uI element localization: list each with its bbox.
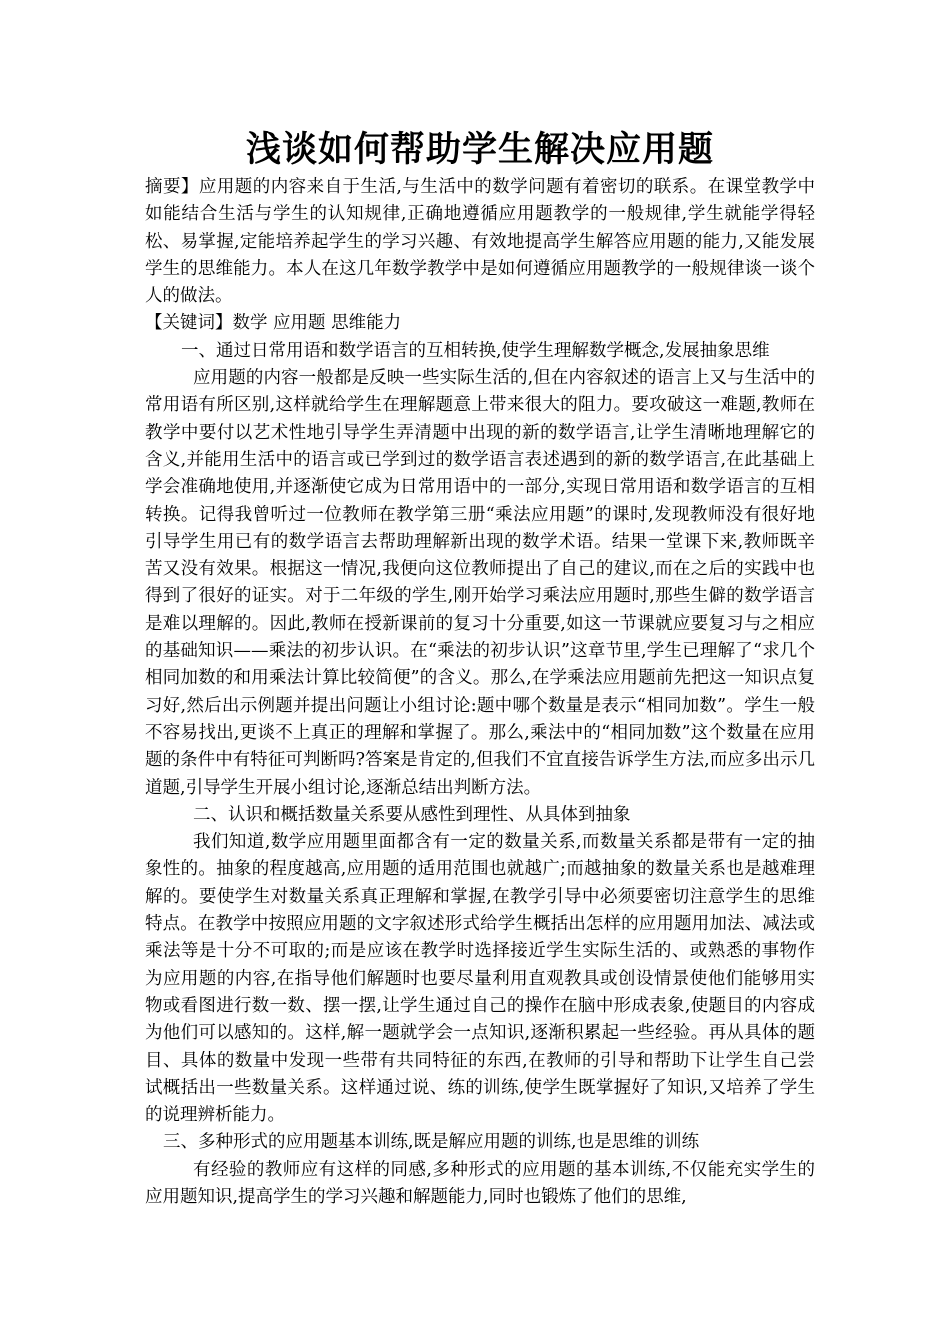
section3-heading: 三、多种形式的应用题基本训练,既是解应用题的训练,也是思维的训练 [163, 1132, 700, 1153]
abstract-paragraph: 摘要】应用题的内容来自于生活,与生活中的数学问题有着密切的联系。在课堂教学中如能结合生活与学生的认知规律,正确地遵循应用题教学的一般规律,学生就能学得轻松、易掌握,定能培养起学生的学习兴趣、有效地提高学生解答应用题的能力,又能发展学生的思维能力。本人在这几年数学教学中是如何遵循应用题教学的一般规律谈一谈个人的做法。 [145, 177, 815, 307]
section2-heading: 二、认识和概括数量关系要从感性到理性、从具体到抽象 [193, 804, 631, 825]
document-title: 浅谈如何帮助学生解决应用题 [245, 129, 714, 170]
section1-body: 应用题的内容一般都是反映一些实际生活的,但在内容叙述的语言上又与生活中的常用语有所区别,这样就给学生在理解题意上带来很大的阻力。要攻破这一难题,教师在教学中要付以艺术性地引导学生弄清题中出现的新的数学语言,让学生清晰地理解它的含义,并能用生活中的语言或已学到过的数学语言表述遇到的新的数学语言,在此基础上学会准确地使用,并逐渐使它成为日常用语中的一部分,实现日常用语和数学语言的互相转换。记得我曾听过一位教师在教学第三册“乘法应用题”的课时,发现教师没有很好地引导学生用已有的数学语言去帮助理解新出现的数学术语。结果一堂课下来,教师既辛苦又没有效果。根据这一情况,我便向这位教师提出了自己的建议,而在之后的实践中也得到了很好的证实。对于二年级的学生,刚开始学习乘法应用题时,那些生僻的数学语言是难以理解的。因此,教师在授新课前的复习十分重要,如这一节课就应要复习与之相应的基础知识——乘法的初步认识。在“乘法的初步认识”这章节里,学生已理解了“求几个相同加数的和用乘法计算比较简便”的含义。那么,在学乘法应用题前先把这一知识点复习好,然后出示例题并提出问题让小组讨论:题中哪个数量是表示“相同加数”。学生一般不容易找出,更谈不上真正的理解和掌握了。那么,乘法中的“相同加数”这个数量在应用题的条件中有特征可判断吗?答案是肯定的,但我们不宜直接告诉学生方法,而应多出示几道题,引导学生开展小组讨论,逐渐总结出判断方法。 [145, 368, 815, 798]
section3-body: 有经验的教师应有这样的同感,多种形式的应用题的基本训练,不仅能充实学生的应用题知识,提高学生的学习兴趣和解题能力,同时也锻炼了他们的思维, [145, 1159, 815, 1207]
keywords-line: 【关键词】数学 应用题 思维能力 [145, 313, 402, 334]
document-page [145, 128, 815, 1211]
section2-body: 我们知道,数学应用题里面都含有一定的数量关系,而数量关系都是带有一定的抽象性的。抽象的程度越高,应用题的适用范围也就越广;而越抽象的数量关系也是越难理解的。要使学生对数量关系真正理解和掌握,在教学引导中必须要密切注意学生的思维特点。在教学中按照应用题的文字叙述形式给学生概括出怎样的应用题用加法、减法或乘法等是十分不可取的;而是应该在教学时选择接近学生实际生活的、或熟悉的事物作为应用题的内容,在指导他们解题时也要尽量利用直观教具或创设情景使他们能够用实物或看图进行数一数、摆一摆,让学生通过自己的操作在脑中形成表象,使题目的内容成为他们可以感知的。这样,解一题就学会一点知识,逐渐积累起一些经验。再从具体的题目、具体的数量中发现一些带有共同特征的东西,在教师的引导和帮助下让学生自己尝试概括出一些数量关系。这样通过说、练的训练,使学生既掌握好了知识,又培养了学生的说理辨析能力。 [145, 832, 815, 1126]
section1-heading: 一、通过日常用语和数学语言的互相转换,使学生理解数学概念,发展抽象思维 [181, 340, 770, 361]
